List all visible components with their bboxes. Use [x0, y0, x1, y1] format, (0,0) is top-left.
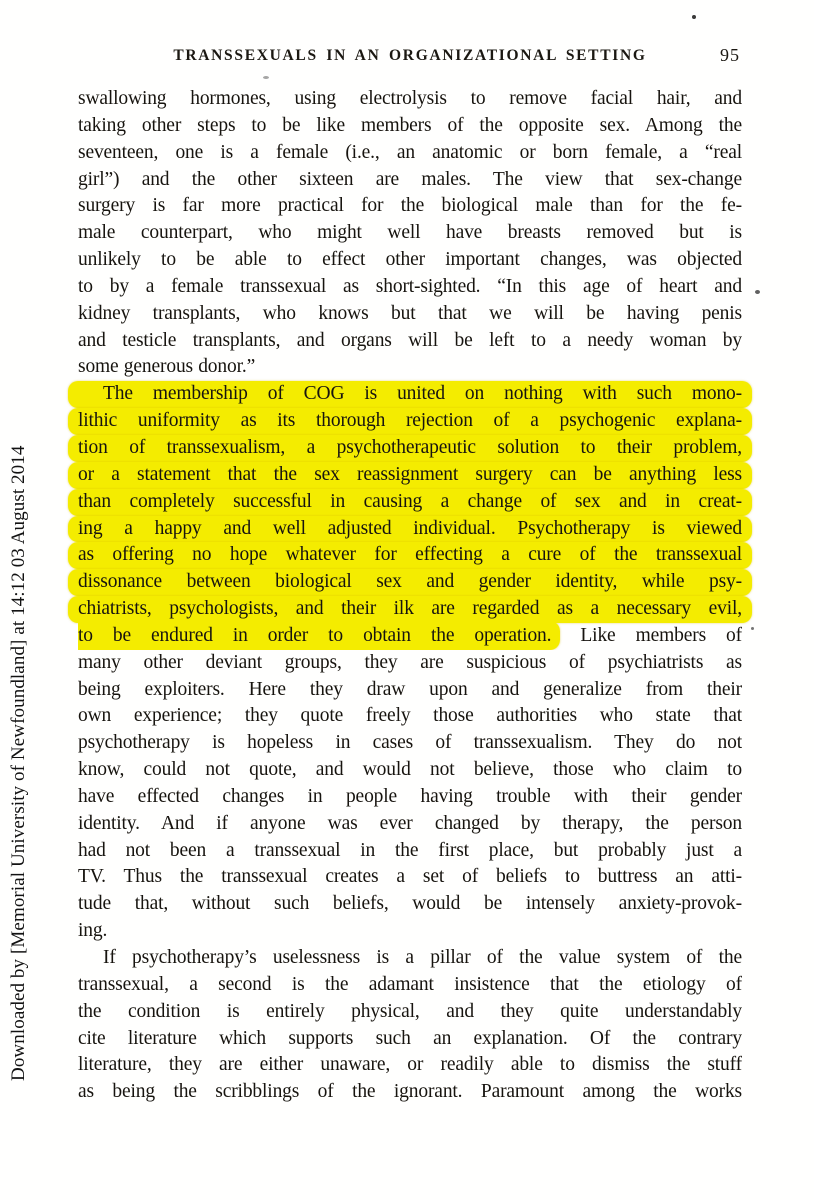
text-line: own experience; they quote freely those authorities who state that [78, 705, 742, 727]
text-line: psychotherapy is hopeless in cases of transsexualism. They do not [78, 732, 742, 754]
scan-speck [692, 15, 696, 19]
text-line: taking other steps to be like members of the opposite sex. Among the [78, 114, 742, 136]
running-header [78, 47, 742, 71]
text-line: ing a happy and well adjusted individual. Psychotherapy is viewed [68, 516, 752, 543]
text-line: to by a female transsexual as short-sighted. “In this age of heart and [78, 275, 742, 297]
scan-speck [751, 627, 754, 630]
text-line: as offering no hope whatever for effecting a cure of the transsexual [68, 542, 752, 569]
text-line: girl”) and the other sixteen are males. The view that sex-change [78, 168, 742, 190]
page-number: 95 [720, 45, 740, 65]
text-line: ing. [78, 920, 108, 942]
text-line: had not been a transsexual in the first place, but probably just a [78, 839, 742, 861]
running-header-title: TRANSSEXUALS IN AN ORGANIZATIONAL SETTING [173, 47, 647, 64]
text-line: to be endured in order to obtain the operation. Like members of [78, 623, 742, 650]
text-line: surgery is far more practical for the biological male than for the fe- [78, 195, 742, 217]
text-line: seventeen, one is a female (i.e., an anatomic or born female, a “real [78, 141, 742, 163]
text-line: than completely successful in causing a change of sex and in creat- [68, 489, 752, 516]
text-line: identity. And if anyone was ever changed by therapy, the person [78, 812, 742, 834]
highlighted-text: to be endured in order to obtain the operation. [78, 623, 560, 650]
text-line: the condition is entirely physical, and they quite understandably [78, 1000, 742, 1022]
text-line: have effected changes in people having trouble with their gender [78, 785, 742, 807]
text-line: literature, they are either unaware, or readily able to dismiss the stuff [78, 1054, 742, 1076]
text-line: tion of transsexualism, a psychotherapeutic solution to their problem, [68, 435, 752, 462]
text-line: many other deviant groups, they are suspicious of psychiatrists as [78, 651, 742, 673]
text-line: tude that, without such beliefs, would be intensely anxiety-provok- [78, 893, 742, 915]
text-line: unlikely to be able to effect other important changes, was objected [78, 249, 742, 271]
text-line: and testicle transplants, and organs will be left to a needy woman by [78, 329, 742, 351]
text-line: If psychotherapy’s uselessness is a pillar of the value system of the [103, 947, 742, 968]
text-line: cite literature which supports such an explanation. Of the contrary [78, 1027, 742, 1049]
body-text [78, 86, 742, 1106]
text-line: kidney transplants, who knows but that we will be having penis [78, 302, 742, 324]
text-line: being exploiters. Here they draw upon and generalize from their [78, 678, 742, 700]
text-line: some generous donor.” [78, 356, 256, 378]
download-stamp: Downloaded by [Memorial University of Newfoundland] at 14:12 03 August 2014 [8, 445, 29, 1081]
text-line: transsexual, a second is the adamant insistence that the etiology of [78, 973, 742, 995]
text-line: or a statement that the sex reassignment surgery can be anything less [68, 462, 752, 489]
text-line: dissonance between biological sex and gender identity, while psy- [68, 569, 752, 596]
text-line: male counterpart, who might well have breasts removed but is [78, 222, 742, 244]
text-line: lithic uniformity as its thorough rejection of a psychogenic explana- [68, 408, 752, 435]
text-line: The membership of COG is united on nothing with such mono- [68, 381, 752, 408]
text-line: know, could not quote, and would not believe, those who claim to [78, 759, 742, 781]
text-line: as being the scribblings of the ignorant. Paramount among the works [78, 1081, 742, 1103]
text-line: swallowing hormones, using electrolysis to remove facial hair, and [78, 88, 742, 109]
scan-speck [755, 290, 760, 294]
text-line: chiatrists, psychologists, and their ilk are regarded as a necessary evil, [68, 596, 752, 623]
scan-speck [263, 76, 269, 79]
text-line: TV. Thus the transsexual creates a set of beliefs to buttress an atti- [78, 866, 742, 888]
